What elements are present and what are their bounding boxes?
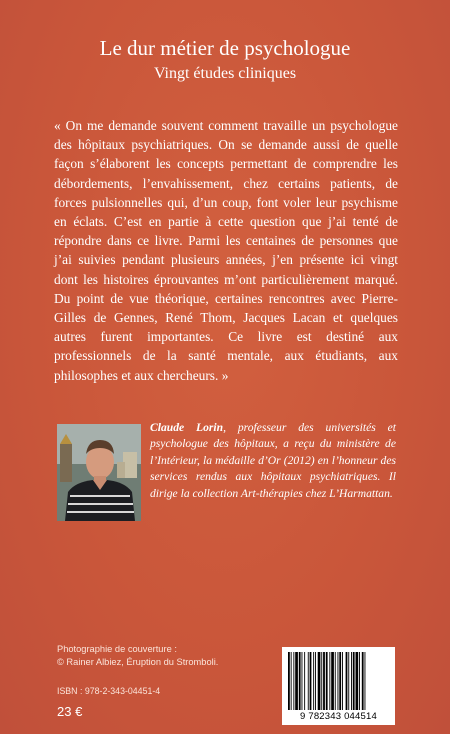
- cover-photo-credit: [57, 643, 218, 669]
- credit-value: © Rainer Albiez, Éruption du Stromboli.: [57, 657, 219, 667]
- price: 23 €: [57, 704, 83, 719]
- book-subtitle: Vingt études cliniques: [153, 65, 297, 82]
- barcode-digits: 9 782343 044514: [300, 711, 377, 722]
- author-photo: [57, 424, 141, 521]
- barcode: [282, 647, 395, 725]
- credit-label: Photographie de couverture :: [57, 644, 177, 654]
- isbn: ISBN : 978-2-343-04451-4: [57, 686, 161, 696]
- author-bio-text: , professeur des universités et psychologue des hôpitaux, a reçu du ministère de l’Intérieur, la médaille d’Or (2012) en l’honneur des services rendus aux hôpitaux psychiatriques. Il dirige la collection Art-thérapies chez L’Harmattan.: [150, 421, 396, 500]
- book-title: Le dur métier de psychologue: [99, 36, 351, 60]
- barcode-bars: [288, 652, 389, 710]
- author-name: Claude Lorin: [150, 421, 224, 434]
- author-bio: [150, 420, 396, 502]
- blurb-text: « On me demande souvent comment travaille un psychologue des hôpitaux psychiatriques. On se demande aussi de quelle façon s’élaborent les concepts permettant de comprendre les débordements, l’envahissement, chez certains patients, de forces pulsionnelles qui, d’un coup, font voler leur psychisme en éclats. C’est en partie à cette question que j’ai tenté de répondre dans ce livre. Parmi les centaines de personnes que j’ai suivies pendant plusieurs années, j’en présente ici vingt dont les histoires éprouvantes m’ont particulièrement marqué. Du point de vue théorique, certaines rencontres avec Pierre-Gilles de Gennes, René Thom, Jacques Lacan et quelques autres furent importantes. Ce livre est destiné aux professionnels de la santé mentale, aux étudiants, aux philosophes et aux chercheurs. »: [54, 118, 398, 383]
